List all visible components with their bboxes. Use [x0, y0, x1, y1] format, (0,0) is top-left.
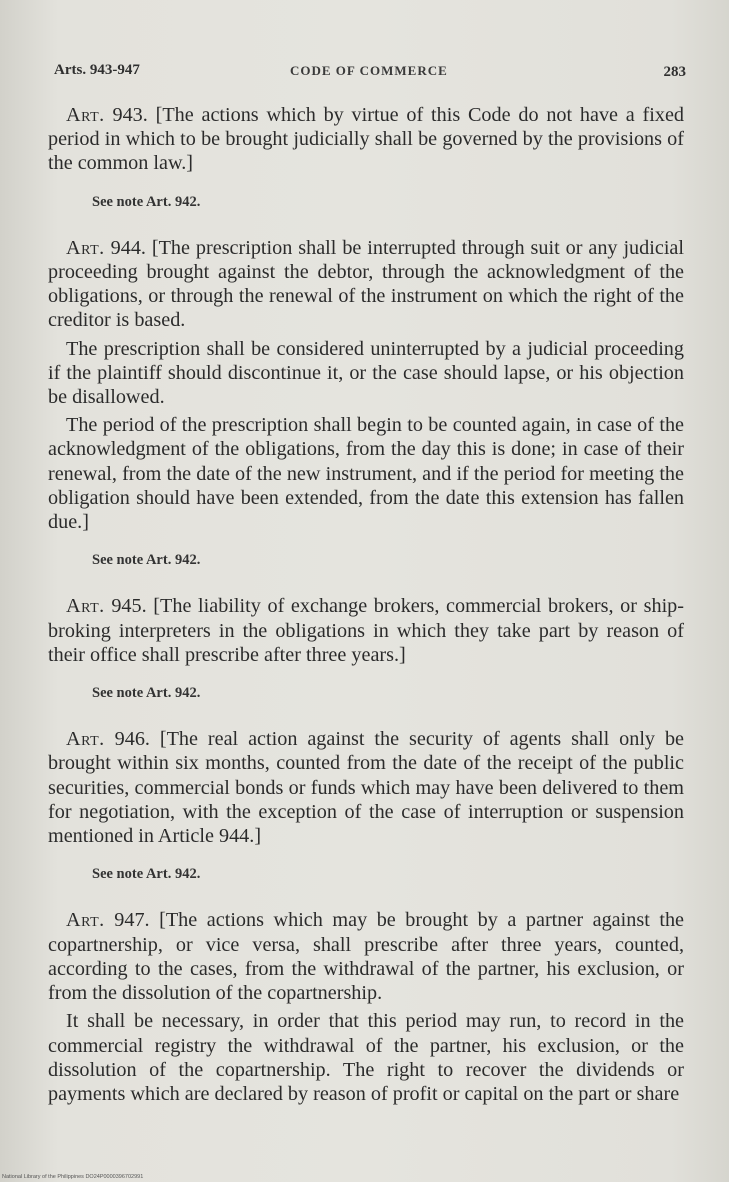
article-943-note: See note Art. 942.	[92, 193, 201, 210]
article-947-paragraph-2: It shall be necessary, in order that this period may run, to record in the commercial registry the withdrawal of the partner, his exclusion, or the dissolution of the copartnership. The right to recover the dividends or payments which are declared by reason of profit or capital on the part or share	[48, 1010, 684, 1105]
article-label: Art.	[66, 236, 105, 259]
article-label: Art.	[66, 104, 105, 126]
library-watermark: National Library of the Philippines DO24P0000396702991	[2, 1174, 144, 1180]
article-944-paragraph-3: The period of the prescription shall begin to be counted again, in case of the acknowledgment of the obligations, from the day this is done; in case of their renewal, from the date of the new instrument, and if the period for meeting the obligation should have been extended, from the date this extension has fallen due.]	[48, 414, 684, 534]
article-label: Art.	[66, 728, 105, 751]
article-range: Arts. 943-947	[54, 62, 140, 78]
article-946-note: See note Art. 942.	[92, 866, 201, 883]
article-945-paragraph: Art. 945. [The liability of exchange brokers, commercial brokers, or ship-broking interpreters in the obligations in which they take part by reason of their office shall prescribe after three years.]	[48, 595, 684, 666]
article-947-paragraph-1: Art. 947. [The actions which may be brought by a partner against the copartnership, or vice versa, shall prescribe after three years, counted, according to the cases, from the withdrawal of the partner, his exclusion, or from the dissolution of the copartnership.	[48, 909, 685, 1005]
article-label: Art.	[66, 595, 105, 618]
article-944-paragraph-2: The prescription shall be considered uninterrupted by a judicial proceeding if the plaintiff should discontinue it, or the case should lapse, or his objection be disallowed.	[48, 337, 684, 409]
page-number: 283	[663, 64, 686, 80]
running-title: CODE OF COMMERCE	[290, 63, 448, 78]
running-header	[54, 62, 684, 84]
article-944-note: See note Art. 942.	[92, 552, 201, 569]
article-946-paragraph: Art. 946. [The real action against the security of agents shall only be brought within six months, counted from the date of the receipt of the public securities, commercial bonds or funds which may have been delivered to them for negotiation, with the exception of the case of interruption or suspension mentioned in Article 944.]	[48, 728, 685, 848]
article-943-paragraph: Art. 943. [The actions which by virtue of this Code do not have a fixed period in which to be brought judicially shall be governed by the provisions of the common law.]	[48, 104, 685, 175]
page-body	[48, 103, 684, 1106]
article-label: Art.	[66, 909, 105, 932]
article-945-note: See note Art. 942.	[92, 685, 201, 702]
article-944-paragraph-1: Art. 944. [The prescription shall be interrupted through suit or any judicial proceeding brought against the debtor, through the acknowledgment of the obligations, or through the renewal of the instrument on which the right of the creditor is based.	[48, 236, 684, 332]
